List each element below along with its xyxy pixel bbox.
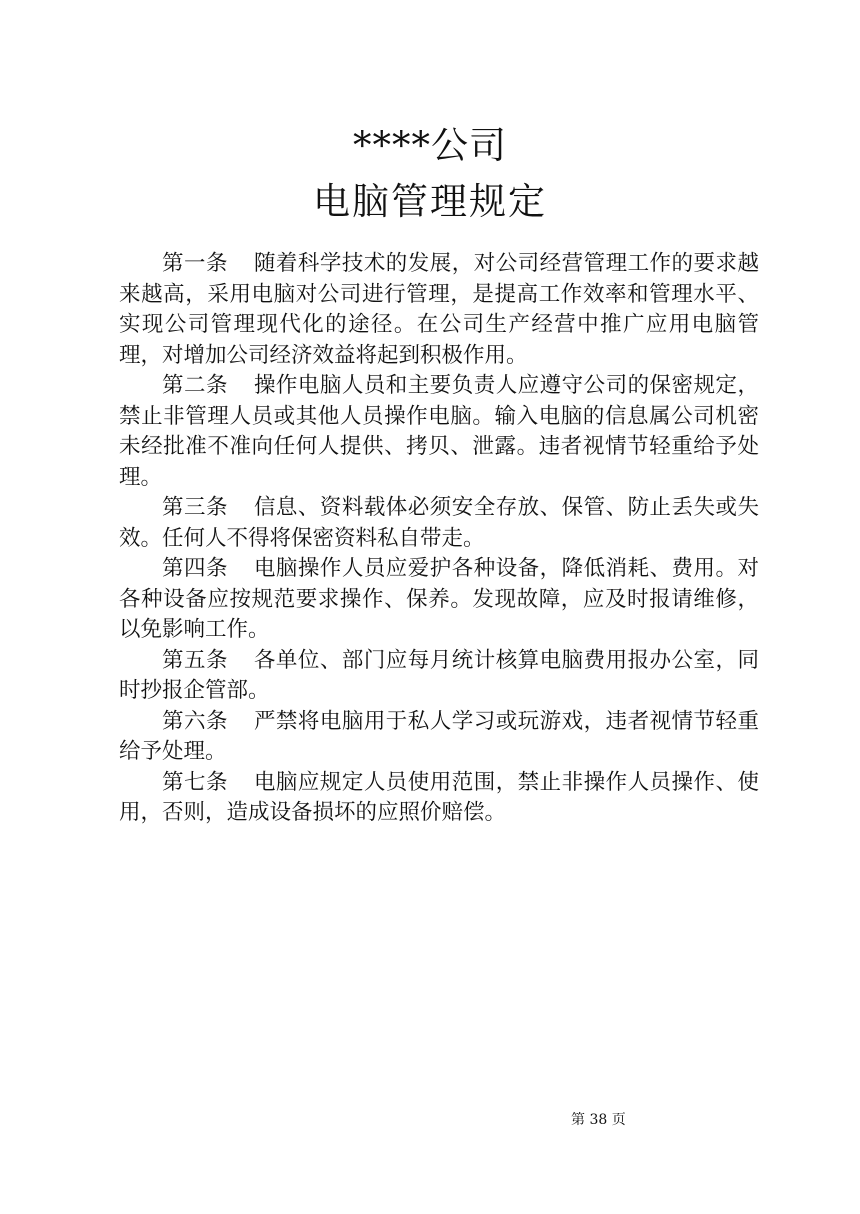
article-number: 第七条 [162, 769, 228, 795]
article-text: 电脑应规定人员使用范围，禁止非操作人员操作、使用，否则，造成设备损坏的应照价赔偿。 [119, 769, 759, 825]
article-text: 操作电脑人员和主要负责人应遵守公司的保密规定，禁止非管理人员或其他人员操作电脑。输入电脑的信息属公司机密未经批准不准向任何人提供、拷贝、泄露。违者视情节轻重给予处理。 [119, 373, 759, 490]
article-number: 第五条 [162, 647, 228, 673]
article-number: 第四条 [162, 556, 228, 581]
document-title: 电脑管理规定 [313, 180, 547, 223]
article-4 [119, 554, 759, 646]
article-5 [119, 646, 759, 707]
page-number: 第 38 页 [571, 1112, 626, 1128]
article-text: 各单位、部门应每月统计核算电脑费用报办公室，同时抄报企管部。 [119, 647, 759, 703]
article-number: 第二条 [162, 373, 228, 398]
article-6 [119, 707, 759, 768]
company-name: ****公司 [353, 124, 507, 167]
article-7 [119, 768, 759, 829]
article-3 [119, 493, 759, 554]
articles-body [119, 249, 759, 829]
article-number: 第一条 [162, 251, 228, 276]
article-number: 第六条 [162, 708, 228, 734]
article-2 [119, 371, 759, 493]
article-text: 严禁将电脑用于私人学习或玩游戏，违者视情节轻重给予处理。 [119, 708, 759, 764]
article-number: 第三条 [162, 495, 228, 520]
article-text: 信息、资料载体必须安全存放、保管、防止丢失或失效。任何人不得将保密资料私自带走。 [119, 495, 759, 551]
article-text: 电脑操作人员应爱护各种设备，降低消耗、费用。对各种设备应按规范要求操作、保养。发现故障，应及时报请维修，以免影响工作。 [119, 556, 759, 642]
article-text: 随着科学技术的发展，对公司经营管理工作的要求越来越高，采用电脑对公司进行管理，是提高工作效率和管理水平、实现公司管理现代化的途径。在公司生产经营中推广应用电脑管理，对增加公司经济效益将起到积极作用。 [119, 251, 759, 368]
article-1 [119, 249, 759, 371]
